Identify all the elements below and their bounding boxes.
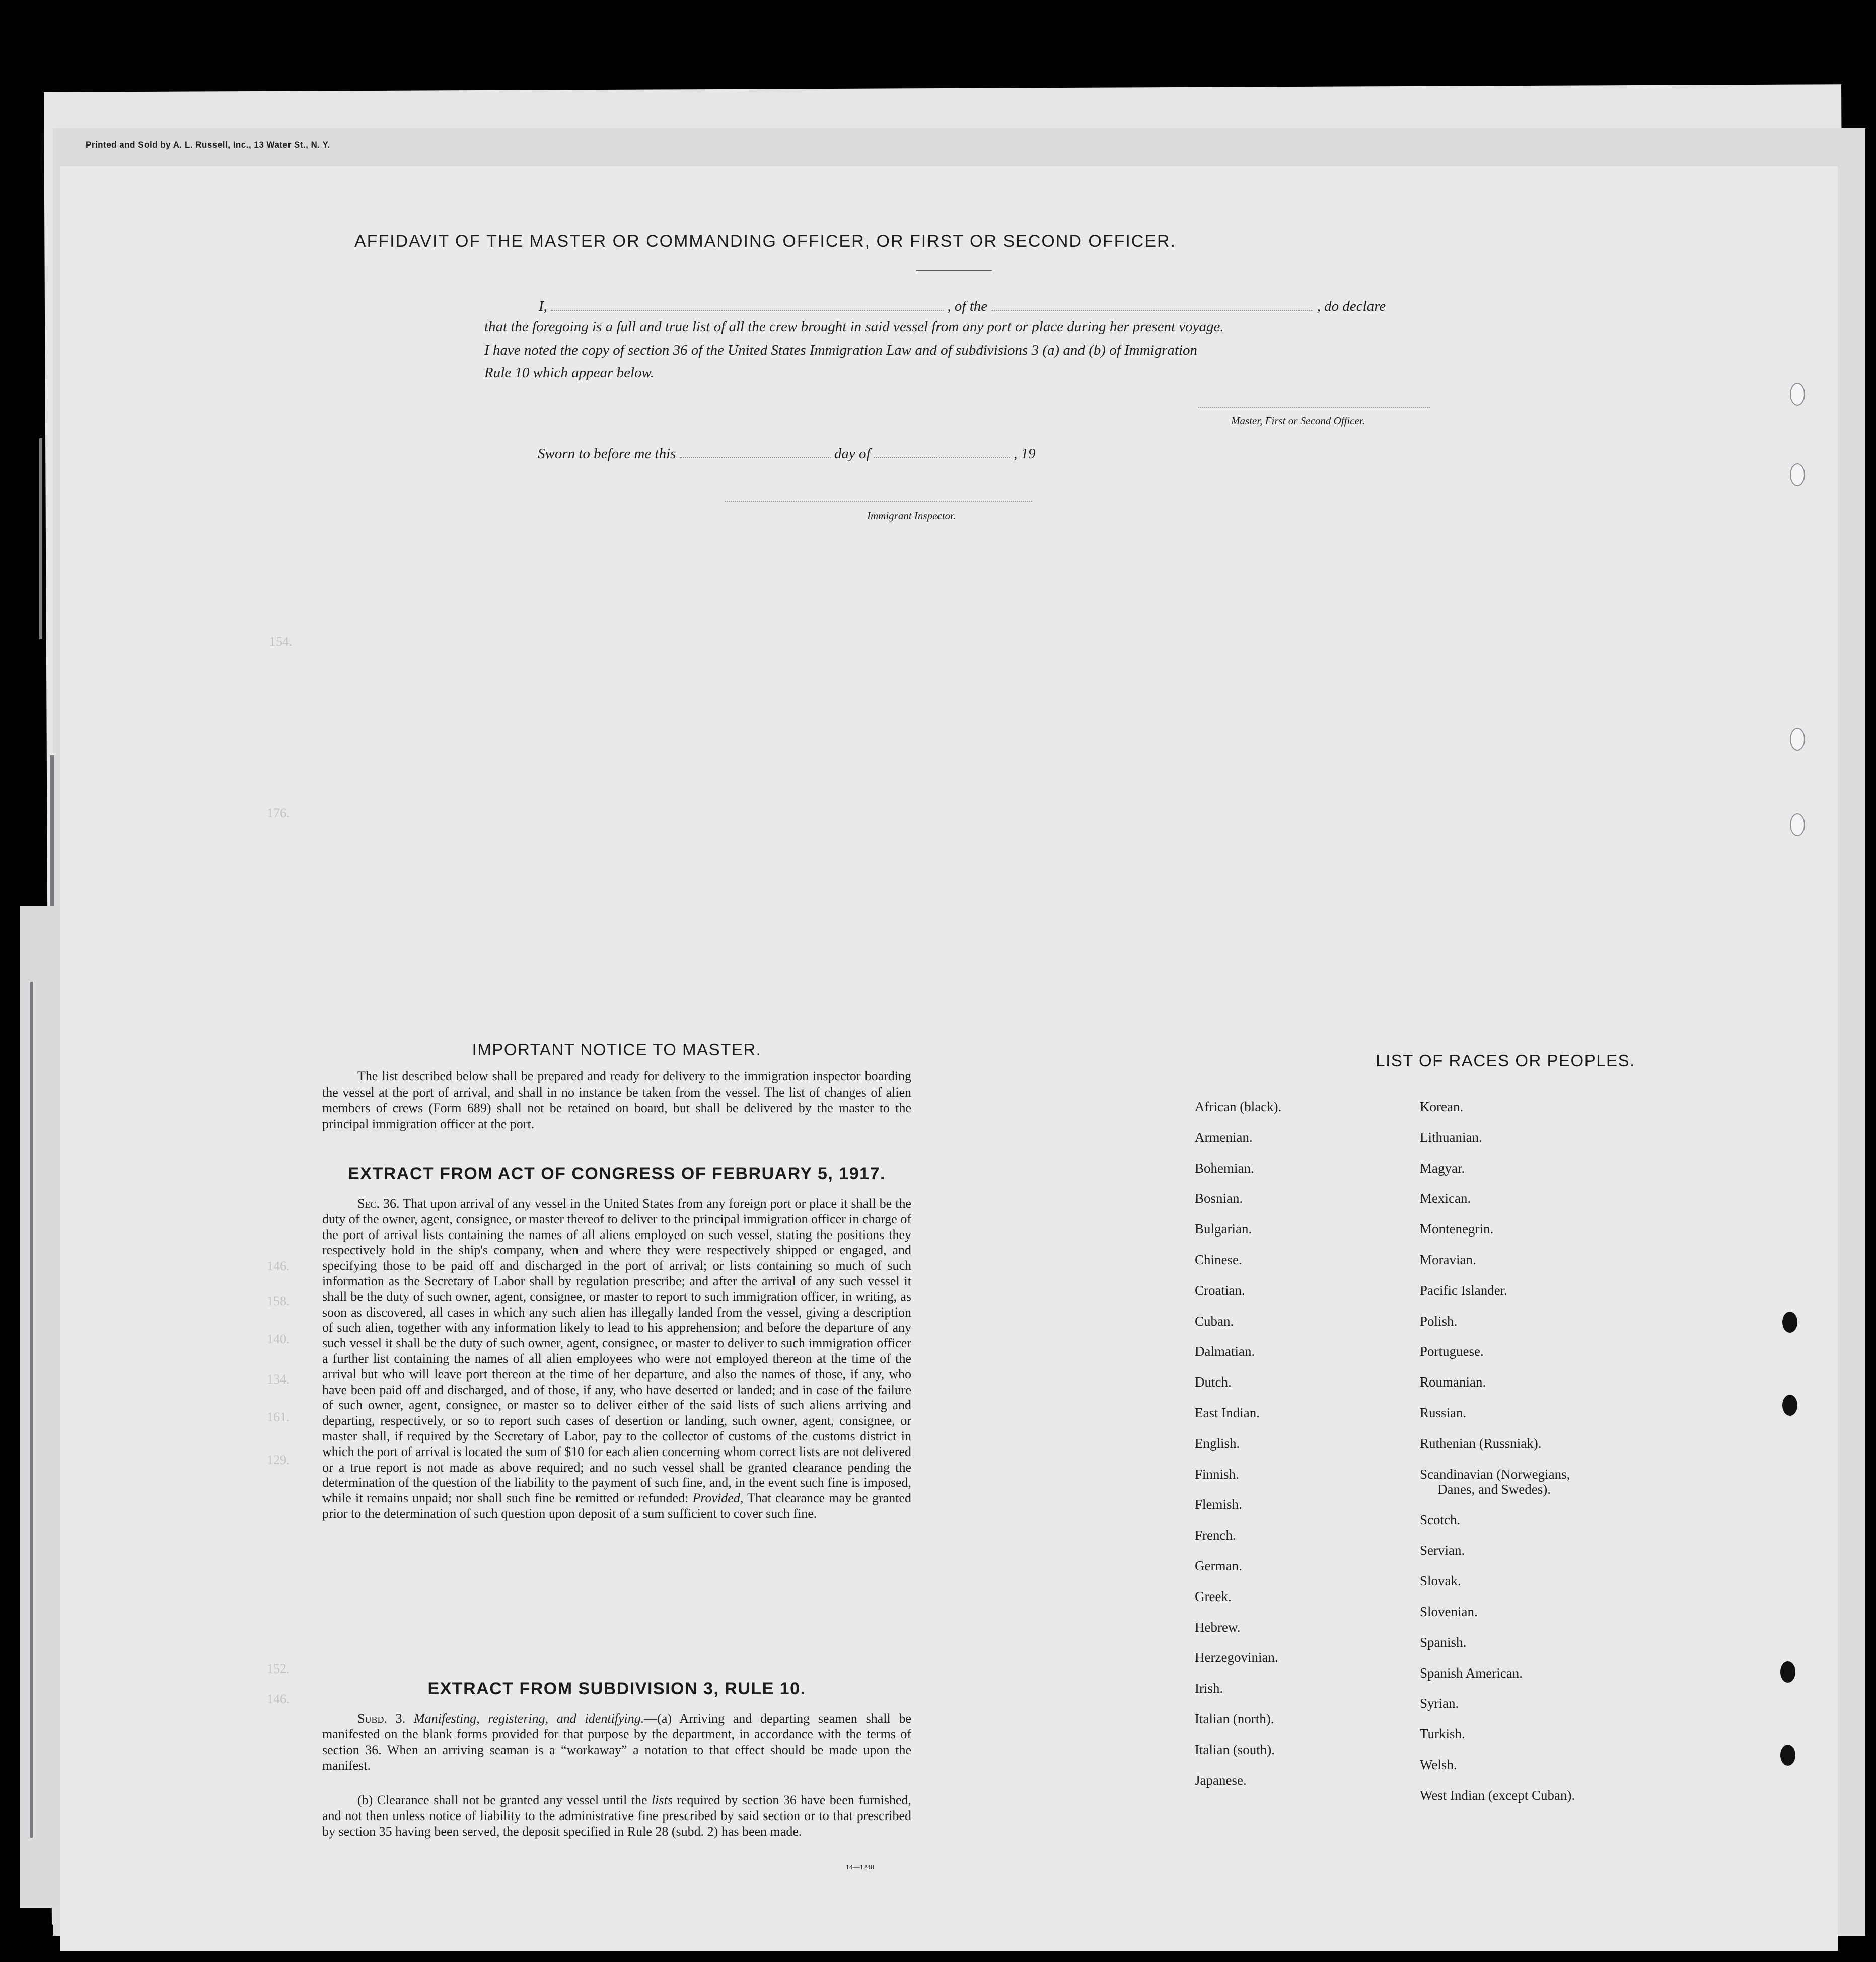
day-of-label: day of	[834, 446, 871, 462]
signature-line[interactable]	[1198, 407, 1430, 408]
race-item: Turkish.	[1420, 1726, 1465, 1742]
race-item: Dalmatian.	[1195, 1344, 1255, 1359]
sworn-day-field[interactable]	[680, 457, 831, 458]
race-item: Italian (south).	[1195, 1741, 1275, 1757]
sworn-label: Sworn to before me this	[538, 446, 676, 462]
notice-title: IMPORTANT NOTICE TO MASTER.	[472, 1040, 762, 1059]
race-item: Slovenian.	[1420, 1604, 1478, 1619]
race-item: Herzegovinian.	[1195, 1650, 1278, 1665]
master-name-field[interactable]	[551, 309, 944, 311]
races-left-column	[1195, 1092, 1416, 1795]
race-item: East Indian.	[1195, 1405, 1260, 1420]
part-b-post: required by section 36 have been furnished, and not then unless notice of liability to the administrative fine prescribed by said section or to that prescribed by section 35 having been served, the deposit specified in Rule 28 (subd. 2) has been made.	[322, 1793, 912, 1839]
bleed-number: 146.	[267, 1259, 290, 1273]
affidavit-title: AFFIDAVIT OF THE MASTER OR COMMANDING OFFICER, OR FIRST OR SECOND OFFICER.	[354, 232, 1177, 251]
race-item: Japanese.	[1195, 1772, 1247, 1788]
affidavit-line-1	[539, 298, 1386, 315]
affidavit-declare: , do declare	[1317, 298, 1386, 314]
part-b-lists: lists	[651, 1793, 673, 1807]
bleed-number: 129.	[267, 1452, 290, 1467]
edge-shadow	[30, 982, 33, 1838]
race-item: English.	[1195, 1435, 1240, 1451]
race-item: Korean.	[1420, 1099, 1464, 1114]
race-item: Italian (north).	[1195, 1711, 1274, 1726]
race-item: Montenegrin.	[1420, 1221, 1494, 1237]
sworn-month-field[interactable]	[874, 457, 1010, 458]
subd-heading: Manifesting, registering, and identifying.	[413, 1711, 644, 1726]
proviso-word: Provided,	[692, 1491, 744, 1506]
race-item: Pacific Islander.	[1420, 1282, 1507, 1298]
race-item: West Indian (except Cuban).	[1420, 1787, 1575, 1803]
vessel-name-field[interactable]	[991, 309, 1313, 311]
year-label: , 19	[1014, 446, 1036, 462]
race-item: Russian.	[1420, 1405, 1467, 1420]
subdivision-a-text	[322, 1711, 911, 1773]
race-item: Portuguese.	[1420, 1344, 1484, 1359]
race-item: Cuban.	[1195, 1313, 1234, 1329]
race-item: Servian.	[1420, 1543, 1465, 1558]
bleed-number: 140.	[267, 1332, 290, 1346]
section-36-text	[322, 1196, 911, 1522]
printer-credit: Printed and Sold by A. L. Russell, Inc., 13 Water St., N. Y.	[86, 140, 330, 150]
edge-shadow	[50, 755, 54, 906]
bleed-number: 152.	[267, 1661, 290, 1676]
subd-label: Subd. 3.	[357, 1711, 406, 1726]
form-number: 14—1240	[846, 1864, 874, 1871]
race-item: Roumanian.	[1420, 1374, 1486, 1390]
race-item: Armenian.	[1195, 1129, 1253, 1145]
bleed-number: 134.	[267, 1372, 290, 1387]
race-item: Danes, and Swedes).	[1437, 1481, 1551, 1497]
race-item: African (black).	[1195, 1099, 1282, 1114]
signature-label: Master, First or Second Officer.	[1231, 415, 1365, 427]
race-item: Spanish.	[1420, 1634, 1467, 1650]
race-item: Chinese.	[1195, 1252, 1242, 1267]
race-item: Spanish American.	[1420, 1665, 1523, 1681]
race-item: Flemish.	[1195, 1497, 1242, 1512]
races-title: LIST OF RACES OR PEOPLES.	[1376, 1051, 1635, 1070]
binder-hole	[1790, 813, 1805, 836]
race-item: Finnish.	[1195, 1466, 1239, 1482]
race-item: Lithuanian.	[1420, 1129, 1482, 1145]
race-item: Polish.	[1420, 1313, 1458, 1329]
race-item: Croatian.	[1195, 1282, 1245, 1298]
race-item: Scotch.	[1420, 1512, 1461, 1528]
race-item: Magyar.	[1420, 1160, 1465, 1176]
race-item: Scandinavian (Norwegians,	[1420, 1466, 1570, 1482]
binder-hole	[1790, 728, 1805, 751]
race-item: Irish.	[1195, 1681, 1223, 1696]
subdivision-b-text	[322, 1792, 911, 1839]
race-item: French.	[1195, 1528, 1236, 1543]
proviso-text: That clearance may be granted prior to the determination of such question upon deposit of a sum sufficient to cover such fine.	[322, 1491, 912, 1521]
bleed-number: 176.	[267, 806, 290, 820]
race-item: Hebrew.	[1195, 1619, 1241, 1635]
binder-hole	[1790, 463, 1805, 486]
race-item: Welsh.	[1420, 1757, 1457, 1772]
affidavit-line-3: I have noted the copy of section 36 of the United States Immigration Law and of subdivisions 3 (a) and (b) of Immigration	[484, 342, 1198, 358]
notice-body: The list described below shall be prepared and ready for delivery to the immigration inspector boarding the vessel at the port of arrival, and shall in no instance be taken from the vessel. The list of changes of alien members of crews (Form 689) shall not be retained on board, but shall be delivered by the master to the principal immigration officer at the port.	[322, 1069, 911, 1131]
left-fold-edge	[20, 906, 65, 1908]
bleed-number: 146.	[267, 1692, 290, 1706]
bleed-number: 158.	[267, 1294, 290, 1309]
affidavit-line-4: Rule 10 which appear below.	[484, 365, 654, 381]
affidavit-of-the: , of the	[947, 298, 988, 314]
inspector-signature-line[interactable]	[725, 501, 1032, 502]
section-body: That upon arrival of any vessel in the United States from any foreign port or place it shall be the duty of the owner, agent, consignee, or master thereof to deliver to the principal immigration officer in charge of the port of arrival lists containing the names of all aliens employed on such vessel, stating the positions they respectively hold in the ship's company, when and where they were respectively shipped or engaged, and specifying those to be paid off and discharged in the port of arrival; or lists containing so much of such information as the Secretary of Labor shall by regulation prescribe; and after the arrival of any such vessel it shall be the duty of such owner, agent, consignee, or master to report to such immigration officer, in writing, as soon as discovered, all cases in which any such alien has illegally landed from the vessel, giving a description of such alien, together with any information likely to lead to his apprehension; and before the departure of any such vessel it shall be the duty of such owner, agent, consignee, or master to deliver to such immigration officer a further list containing the names of all alien employees who were not employed thereon at the time of the arrival but who will leave port thereon at the time of her departure, and also the names of those, if any, who have been paid off and discharged, and of those, if any, who have deserted or landed; and in case of the failure of such owner, agent, consignee, or master so to deliver either of the said lists of such aliens arriving and departing, respectively, or so to report such cases of desertion or landing, such owner, agent, consignee, or master shall, if required by the Secretary of Labor, pay to the collector of customs of the customs district in which the port of arrival is located the sum of $10 for each alien concerning whom correct lists are not delivered or a true report is not made as above required; and no such vessel shall be granted clearance pending the determination of the question of the liability to the payment of such fine, and, in the event such fine is imposed, while it remains unpaid; nor shall such fine be remitted or refunded:	[322, 1196, 912, 1506]
edge-shadow	[39, 438, 42, 639]
binder-hole	[1780, 1745, 1795, 1766]
binder-hole	[1780, 1661, 1795, 1683]
race-item: Bosnian.	[1195, 1191, 1243, 1206]
binder-hole	[1782, 1395, 1797, 1416]
race-item: German.	[1195, 1558, 1242, 1573]
inspector-label: Immigrant Inspector.	[867, 510, 956, 522]
race-item: Syrian.	[1420, 1696, 1459, 1711]
affidavit-line-2: that the foregoing is a full and true list of all the crew brought in said vessel from any port or place during her present voyage.	[484, 319, 1224, 335]
section-label: Sec. 36.	[357, 1196, 400, 1211]
race-item: Dutch.	[1195, 1374, 1232, 1390]
race-item: Mexican.	[1420, 1191, 1471, 1206]
binder-hole	[1782, 1312, 1797, 1333]
race-item: Slovak.	[1420, 1573, 1461, 1589]
subd-part-a: —(a) Arriving and departing seamen shall be manifested on the blank forms provided for that purpose by the department, in accordance with the terms of section 36. When an arriving seaman is a “workaway” a notation to that effect should be made upon the manifest.	[322, 1711, 912, 1773]
extract-act-title: EXTRACT FROM ACT OF CONGRESS OF FEBRUARY 5, 1917.	[348, 1164, 886, 1183]
race-item: Greek.	[1195, 1588, 1232, 1604]
extract-subdivision-title: EXTRACT FROM SUBDIVISION 3, RULE 10.	[427, 1679, 806, 1698]
bleed-number: 154.	[269, 634, 293, 649]
sworn-line	[538, 446, 1036, 462]
race-item: Bohemian.	[1195, 1160, 1254, 1176]
bleed-number: 161.	[267, 1410, 290, 1424]
races-right-column	[1420, 1092, 1641, 1811]
race-item: Moravian.	[1420, 1252, 1476, 1267]
title-rule	[916, 270, 992, 271]
race-item: Ruthenian (Russniak).	[1420, 1435, 1542, 1451]
part-b-label: (b)	[357, 1793, 373, 1807]
race-item: Bulgarian.	[1195, 1221, 1252, 1237]
affidavit-i: I,	[539, 298, 547, 314]
part-b-pre: Clearance shall not be granted any vessel until the	[377, 1793, 647, 1807]
binder-hole	[1790, 383, 1805, 406]
